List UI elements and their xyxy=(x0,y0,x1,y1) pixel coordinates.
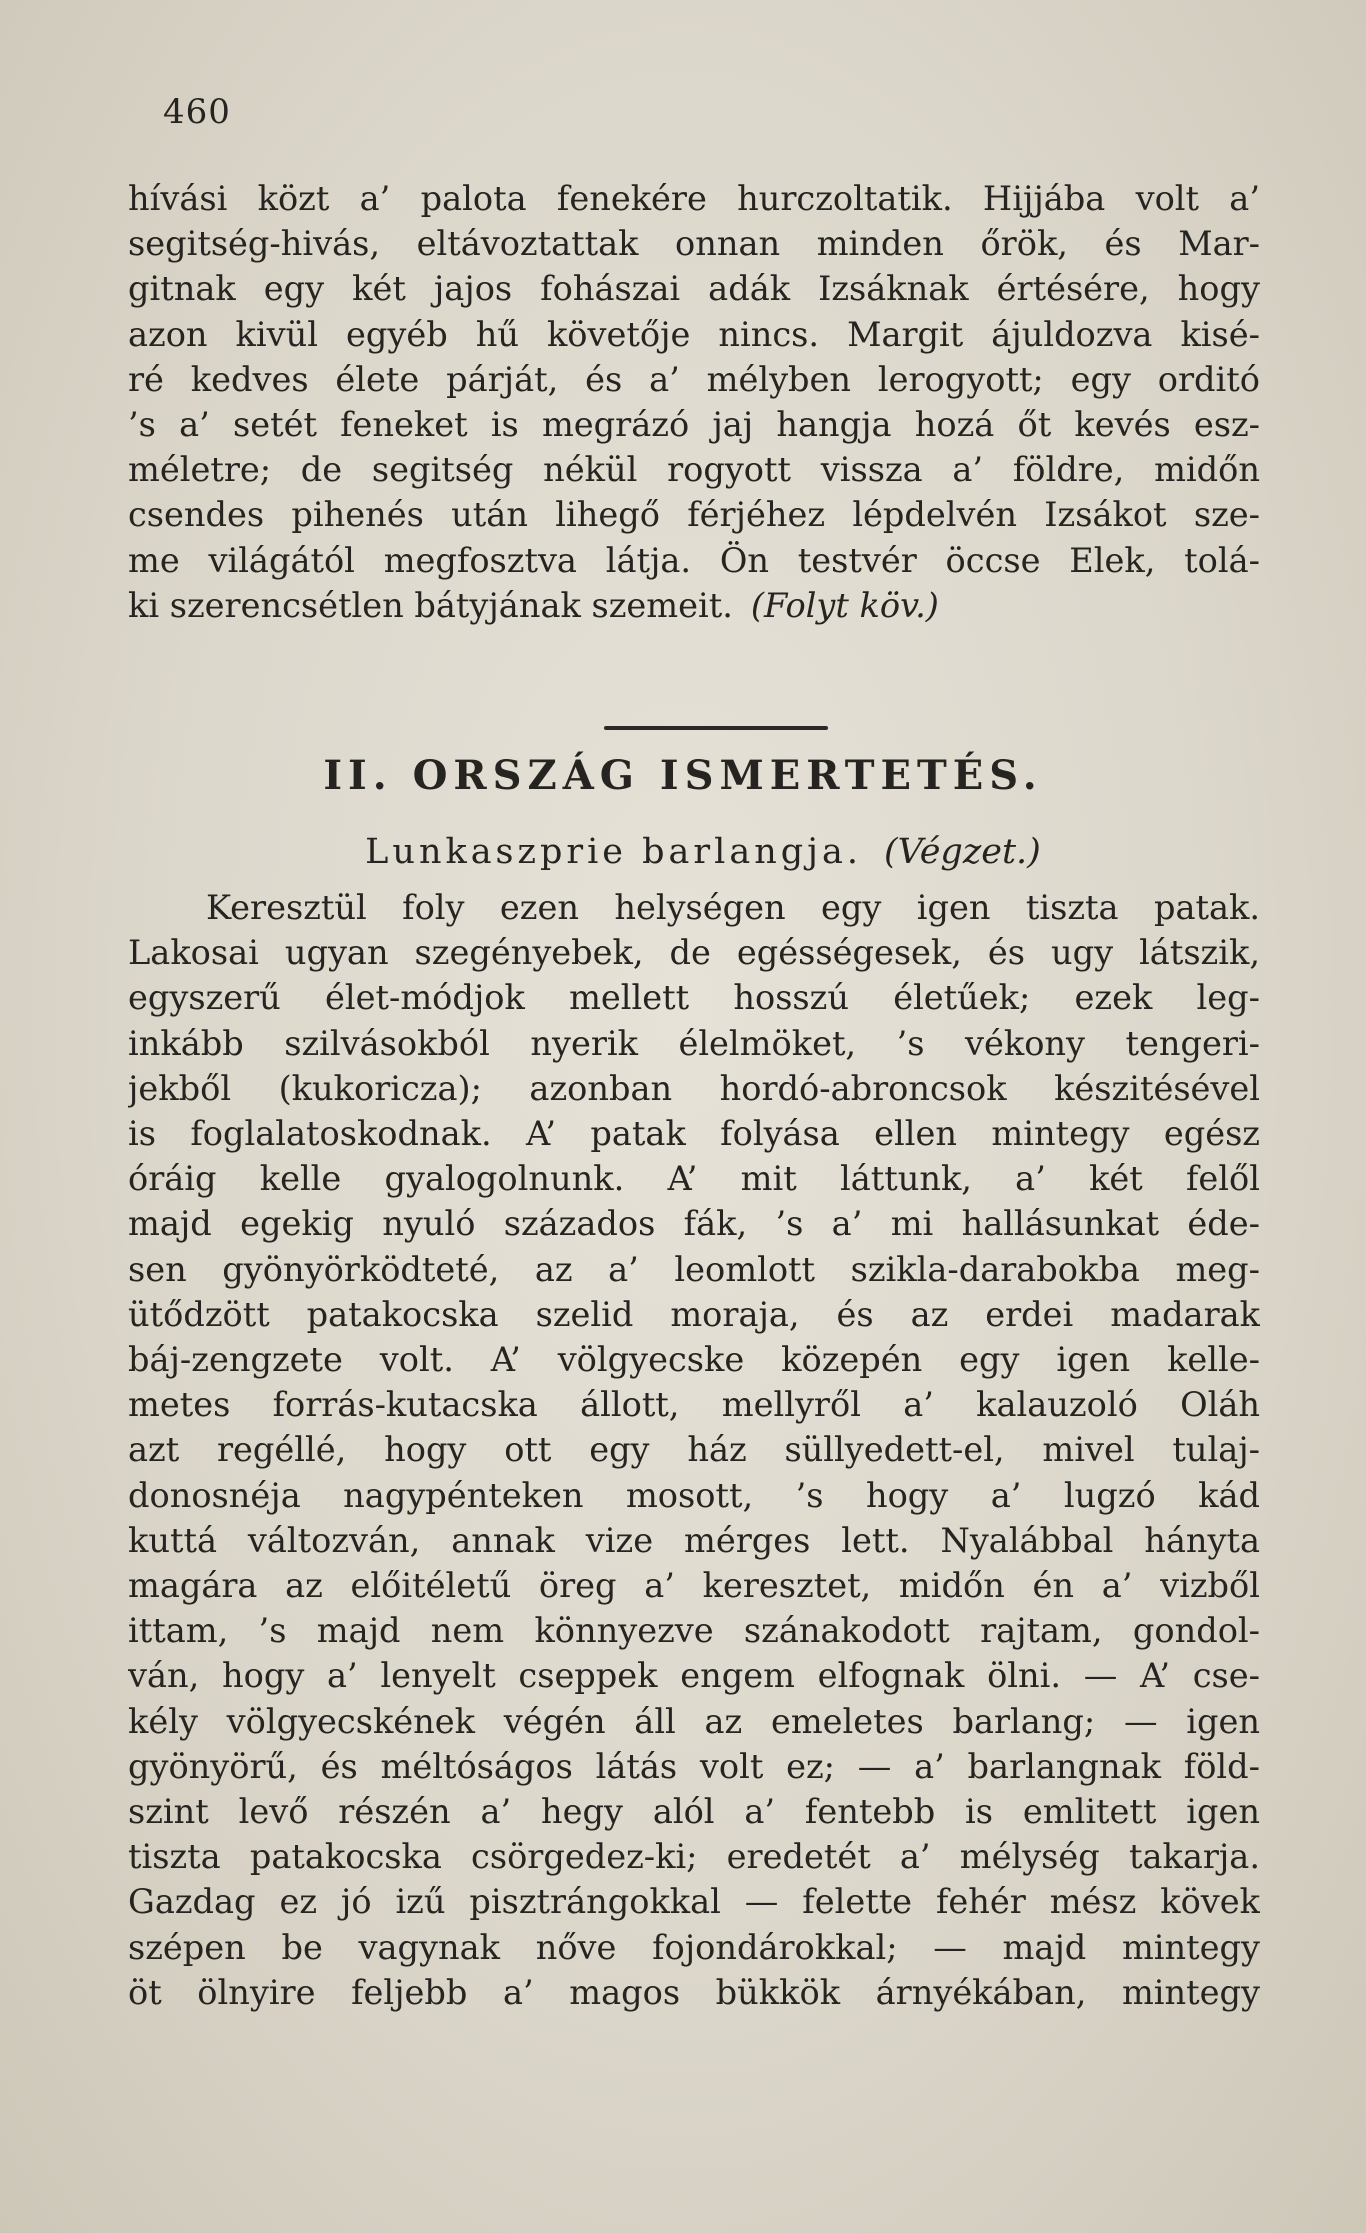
text-line: ván, hogy a’ lenyelt cseppek engem elfognak ölni. — A’ cse- xyxy=(128,1656,1260,1696)
text-line: báj-zengzete volt. A’ völgyecske közepén egy igen kelle- xyxy=(128,1340,1260,1380)
text-line: szépen be vagynak nőve fojondárokkal; — majd mintegy xyxy=(128,1927,1260,1967)
text-line: ütődzött patakocska szelid moraja, és az erdei madarak xyxy=(128,1294,1260,1334)
continued-note: (Folyt köv.) xyxy=(750,585,939,625)
text-line: me világától megfosztva látja. Ön testvér öccse Elek, tolá- xyxy=(128,540,1260,580)
text-line: is foglalatoskodnak. A’ patak folyása ellen mintegy egész xyxy=(128,1114,1260,1154)
text-line: méletre; de segitség nékül rogyott vissza a’ földre, midőn xyxy=(128,450,1260,490)
text-line: azon kivül egyéb hű követője nincs. Margit ájuldozva kisé- xyxy=(128,314,1260,354)
text-line: metes forrás-kutacska állott, mellyről a’ kalauzoló Oláh xyxy=(128,1385,1260,1425)
story-text-block xyxy=(128,176,1260,628)
article-subheading xyxy=(0,832,1366,872)
text-line: Lakosai ugyan szegényebek, de egésségesek, és ugy látszik, xyxy=(128,933,1260,973)
text-line: ittam, ’s majd nem könnyezve szánakodott rajtam, gondol- xyxy=(128,1611,1260,1651)
text-line: tiszta patakocska csörgedez-ki; eredetét a’ mélység takarja. xyxy=(128,1837,1260,1877)
text-line: donosnéja nagypénteken mosott, ’s hogy a’ lugzó kád xyxy=(128,1475,1260,1515)
text-line: egyszerű élet-módjok mellett hosszú életűek; ezek leg- xyxy=(128,978,1260,1018)
text-line: inkább szilvásokból nyerik élelmöket, ’s vékony tengeri- xyxy=(128,1023,1260,1063)
text-line: ré kedves élete párját, és a’ mélyben lerogyott; egy orditó xyxy=(128,359,1260,399)
subheading-title: Lunkaszprie barlangja. xyxy=(365,832,862,872)
text-line: szint levő részén a’ hegy alól a’ fentebb is emlitett igen xyxy=(128,1792,1260,1832)
text-line-last xyxy=(128,583,1260,628)
section-heading: II. ORSZÁG ISMERTETÉS. xyxy=(323,752,1043,799)
text-line: kély völgyecskének végén áll az emeletes barlang; — igen xyxy=(128,1701,1260,1741)
text-line: azt regéllé, hogy ott egy ház süllyedett-el, mivel tulaj- xyxy=(128,1430,1260,1470)
text-line: Gazdag ez jó izű pisztrángokkal — felette fehér mész kövek xyxy=(128,1882,1260,1922)
text-line: gyönyörű, és méltóságos látás volt ez; — a’ barlangnak föld- xyxy=(128,1746,1260,1786)
last-line-text: ki szerencsétlen bátyjának szemeit. xyxy=(128,585,733,625)
text-line: segitség-hivás, eltávoztattak onnan minden őrök, és Mar- xyxy=(128,224,1260,264)
text-line: sen gyönyörködteté, az a’ leomlott szikla-darabokba meg- xyxy=(128,1249,1260,1289)
text-line: kuttá változván, annak vize mérges lett. Nyalábbal hányta xyxy=(128,1520,1260,1560)
subheading-note: (Végzet.) xyxy=(883,832,1041,872)
text-line: ’s a’ setét feneket is megrázó jaj hangja hozá őt kevés esz- xyxy=(128,405,1260,445)
text-line: óráig kelle gyalogolnunk. A’ mit láttunk, a’ két felől xyxy=(128,1159,1260,1199)
article-text-block xyxy=(128,885,1260,2015)
text-line: öt ölnyire feljebb a’ magos bükkök árnyékában, mintegy xyxy=(128,1972,1260,2012)
text-line: majd egekig nyuló százados fák, ’s a’ mi hallásunkat éde- xyxy=(128,1204,1260,1244)
page-number: 460 xyxy=(163,92,231,132)
section-divider xyxy=(604,726,828,730)
text-line: hívási közt a’ palota fenekére hurczoltatik. Hijjába volt a’ xyxy=(128,179,1260,218)
text-line: magára az előitéletű öreg a’ keresztet, midőn én a’ vizből xyxy=(128,1566,1260,1606)
text-line: csendes pihenés után lihegő férjéhez lépdelvén Izsákot sze- xyxy=(128,495,1260,535)
text-line: jekből (kukoricza); azonban hordó-abroncsok készitésével xyxy=(128,1068,1260,1108)
text-line: Keresztül foly ezen helységen egy igen tiszta patak. xyxy=(206,888,1260,927)
text-line: gitnak egy két jajos fohászai adák Izsáknak értésére, hogy xyxy=(128,269,1260,309)
